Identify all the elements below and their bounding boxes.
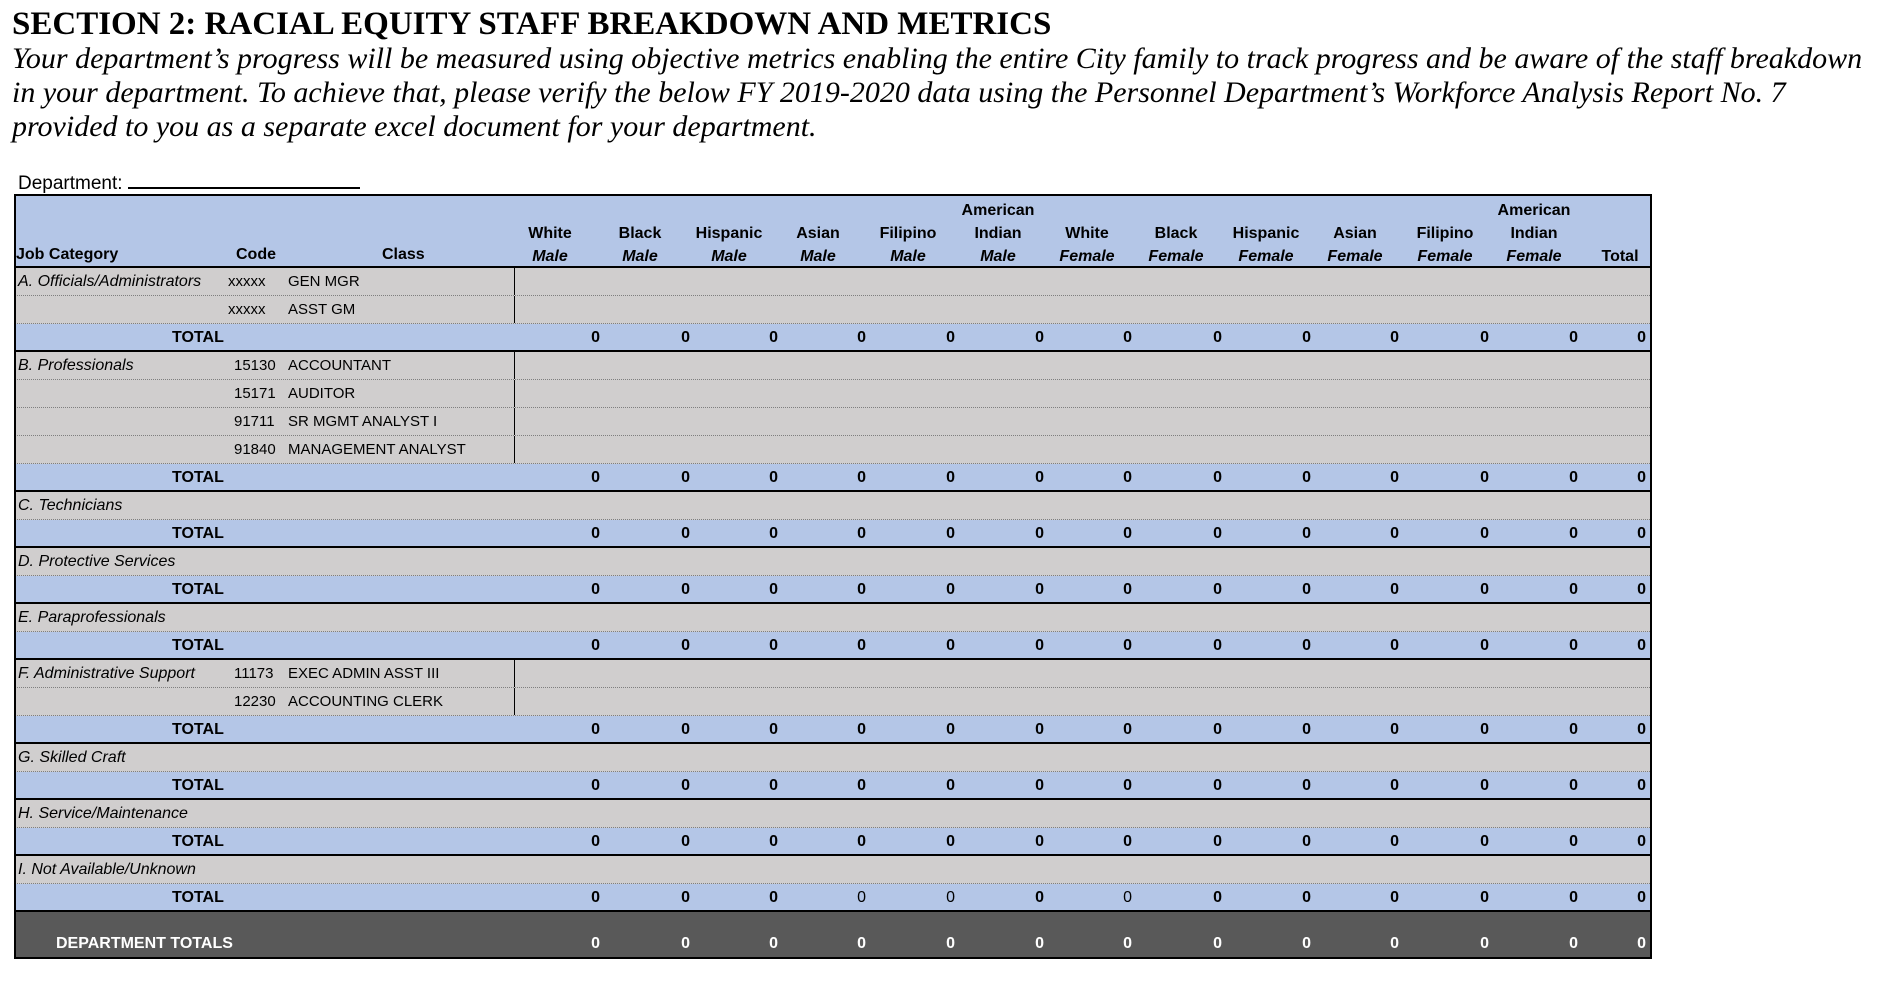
total-value[interactable]: 0 bbox=[1480, 833, 1489, 850]
total-value[interactable]: 0 bbox=[681, 721, 690, 738]
total-value[interactable]: 0 bbox=[1390, 777, 1399, 794]
column-divider bbox=[514, 380, 515, 407]
job-category-label: F. Administrative Support bbox=[18, 665, 195, 682]
total-value[interactable]: 0 bbox=[1637, 637, 1646, 654]
total-value[interactable]: 0 bbox=[1480, 889, 1489, 906]
total-value[interactable]: 0 bbox=[591, 833, 600, 850]
department-total-value[interactable]: 0 bbox=[1569, 935, 1578, 952]
total-value[interactable]: 0 bbox=[1302, 889, 1311, 906]
intro-paragraph: Your department’s progress will be measured using objective metrics enabling the entire City family to track progress and be aware of the staff breakdown in your department. To achieve that, please verify the below FY 2019-2020 data using the Personnel Department’s Workforce Analysis Report No. 7 provided to you as a separate excel document for your department. bbox=[12, 42, 1863, 143]
total-value[interactable]: 0 bbox=[1637, 469, 1646, 486]
total-value[interactable]: 0 bbox=[1390, 833, 1399, 850]
total-value[interactable]: 0 bbox=[1637, 329, 1646, 346]
total-value[interactable]: 0 bbox=[681, 329, 690, 346]
total-value[interactable]: 0 bbox=[681, 581, 690, 598]
total-value[interactable]: 0 bbox=[857, 581, 866, 598]
class-title: EXEC ADMIN ASST III bbox=[288, 665, 440, 682]
class-code: 91711 bbox=[234, 413, 275, 430]
column-name-line: Black bbox=[618, 225, 662, 242]
total-value[interactable]: 0 bbox=[1480, 329, 1489, 346]
column-gender: Male bbox=[890, 248, 926, 265]
total-value[interactable]: 0 bbox=[1302, 581, 1311, 598]
total-value[interactable]: 0 bbox=[1213, 889, 1222, 906]
category-total-row bbox=[14, 576, 1652, 604]
total-value[interactable]: 0 bbox=[769, 637, 778, 654]
total-value[interactable]: 0 bbox=[857, 525, 866, 542]
total-value[interactable]: 0 bbox=[681, 525, 690, 542]
department-blank-line[interactable] bbox=[128, 172, 360, 189]
department-total-value[interactable]: 0 bbox=[1302, 935, 1311, 952]
job-class-row bbox=[14, 268, 1652, 296]
total-value[interactable]: 0 bbox=[1390, 581, 1399, 598]
job-category-label: B. Professionals bbox=[18, 357, 134, 374]
total-value[interactable]: 0 bbox=[1637, 525, 1646, 542]
column-gender: Male bbox=[711, 248, 747, 265]
total-value[interactable]: 0 bbox=[1569, 637, 1578, 654]
column-name-line: Hispanic bbox=[1232, 225, 1300, 242]
total-value[interactable]: 0 bbox=[1480, 469, 1489, 486]
total-value[interactable]: 0 bbox=[946, 469, 955, 486]
column-header-1 bbox=[592, 222, 688, 268]
category-total-row bbox=[14, 324, 1652, 352]
total-value[interactable]: 0 bbox=[1213, 833, 1222, 850]
department-total-value[interactable]: 0 bbox=[857, 935, 866, 952]
total-value[interactable]: 0 bbox=[591, 329, 600, 346]
total-value[interactable]: 0 bbox=[1035, 777, 1044, 794]
total-value[interactable]: 0 bbox=[1302, 777, 1311, 794]
column-header-7 bbox=[1128, 222, 1224, 268]
code-header: Code bbox=[236, 246, 276, 263]
column-header-5 bbox=[950, 199, 1046, 268]
total-value[interactable]: 0 bbox=[1390, 469, 1399, 486]
department-totals-row bbox=[14, 912, 1652, 959]
department-total-value[interactable]: 0 bbox=[946, 935, 955, 952]
total-value[interactable]: 0 bbox=[1637, 777, 1646, 794]
total-value[interactable]: 0 bbox=[946, 889, 955, 906]
total-value[interactable]: 0 bbox=[1637, 721, 1646, 738]
department-total-value[interactable]: 0 bbox=[1213, 935, 1222, 952]
department-total-value[interactable]: 0 bbox=[769, 935, 778, 952]
class-code: 11173 bbox=[234, 665, 274, 682]
total-value[interactable]: 0 bbox=[1123, 581, 1132, 598]
total-value[interactable]: 0 bbox=[857, 833, 866, 850]
department-total-value[interactable]: 0 bbox=[1390, 935, 1399, 952]
job-class-row bbox=[14, 856, 1652, 884]
job-class-row bbox=[14, 492, 1652, 520]
total-value[interactable]: 0 bbox=[1480, 721, 1489, 738]
job-category-label: E. Paraprofessionals bbox=[18, 609, 166, 626]
total-value[interactable]: 0 bbox=[1637, 889, 1646, 906]
column-name-line: American bbox=[1497, 202, 1571, 219]
job-class-row bbox=[14, 660, 1652, 688]
total-value[interactable]: 0 bbox=[1035, 889, 1044, 906]
total-value[interactable]: 0 bbox=[1390, 329, 1399, 346]
column-gender: Female bbox=[1506, 248, 1562, 265]
total-value[interactable]: 0 bbox=[1123, 637, 1132, 654]
total-value[interactable]: 0 bbox=[1213, 777, 1222, 794]
total-value[interactable]: 0 bbox=[1390, 889, 1399, 906]
total-label: TOTAL bbox=[172, 637, 224, 654]
column-name-line: Asian bbox=[1333, 225, 1377, 242]
job-class-row bbox=[14, 408, 1652, 436]
total-value[interactable]: 0 bbox=[769, 525, 778, 542]
total-value[interactable]: 0 bbox=[1569, 525, 1578, 542]
total-value[interactable]: 0 bbox=[769, 469, 778, 486]
total-value[interactable]: 0 bbox=[1213, 721, 1222, 738]
column-header-0 bbox=[502, 222, 598, 268]
total-value[interactable]: 0 bbox=[769, 777, 778, 794]
category-total-row bbox=[14, 464, 1652, 492]
section-title: SECTION 2: RACIAL EQUITY STAFF BREAKDOWN AND METRICS bbox=[12, 6, 1052, 42]
total-value[interactable]: 0 bbox=[681, 637, 690, 654]
class-title: ACCOUNTANT bbox=[288, 357, 392, 374]
column-name-line: Indian bbox=[974, 225, 1022, 242]
total-label: TOTAL bbox=[172, 889, 224, 906]
class-code: 15130 bbox=[234, 357, 276, 374]
column-divider bbox=[514, 296, 515, 323]
total-value[interactable]: 0 bbox=[1035, 637, 1044, 654]
total-value[interactable]: 0 bbox=[591, 721, 600, 738]
column-divider bbox=[514, 408, 515, 435]
column-header-11 bbox=[1486, 199, 1582, 268]
category-total-row bbox=[14, 828, 1652, 856]
total-value[interactable]: 0 bbox=[1035, 469, 1044, 486]
total-value[interactable]: 0 bbox=[857, 777, 866, 794]
class-title: SR MGMT ANALYST I bbox=[288, 413, 438, 430]
column-header-3 bbox=[770, 222, 866, 268]
job-category-label: D. Protective Services bbox=[18, 553, 176, 570]
category-total-row bbox=[14, 772, 1652, 800]
total-value[interactable]: 0 bbox=[1302, 721, 1311, 738]
class-title: GEN MGR bbox=[288, 273, 360, 290]
category-total-row bbox=[14, 716, 1652, 744]
department-total-value[interactable]: 0 bbox=[1637, 935, 1646, 952]
column-name-line: Asian bbox=[796, 225, 840, 242]
total-value[interactable]: 0 bbox=[1569, 833, 1578, 850]
total-value[interactable]: 0 bbox=[1123, 721, 1132, 738]
class-code: 91840 bbox=[234, 441, 276, 458]
column-gender: Female bbox=[1238, 248, 1294, 265]
class-code: 12230 bbox=[234, 693, 276, 710]
column-header-10 bbox=[1397, 222, 1493, 268]
column-divider bbox=[514, 688, 515, 715]
category-total-row bbox=[14, 632, 1652, 660]
total-value[interactable]: 0 bbox=[1035, 833, 1044, 850]
total-label: TOTAL bbox=[172, 469, 224, 486]
column-name-line: Indian bbox=[1510, 225, 1558, 242]
job-class-row bbox=[14, 604, 1652, 632]
class-title: ACCOUNTING CLERK bbox=[288, 693, 444, 710]
total-value[interactable]: 0 bbox=[769, 581, 778, 598]
job-class-row bbox=[14, 296, 1652, 324]
total-value[interactable]: 0 bbox=[681, 833, 690, 850]
total-value[interactable]: 0 bbox=[1569, 581, 1578, 598]
total-value[interactable]: 0 bbox=[1637, 581, 1646, 598]
job-category-label: A. Officials/Administrators bbox=[18, 273, 202, 290]
total-value[interactable]: 0 bbox=[591, 525, 600, 542]
job-category-label: H. Service/Maintenance bbox=[18, 805, 188, 822]
department-total-value[interactable]: 0 bbox=[681, 935, 690, 952]
total-value[interactable]: 0 bbox=[946, 833, 955, 850]
class-title: MANAGEMENT ANALYST bbox=[288, 441, 466, 458]
total-value[interactable]: 0 bbox=[1569, 469, 1578, 486]
total-value[interactable]: 0 bbox=[1390, 721, 1399, 738]
job-category-label: G. Skilled Craft bbox=[18, 749, 126, 766]
class-title: AUDITOR bbox=[288, 385, 356, 402]
total-value[interactable]: 0 bbox=[857, 469, 866, 486]
class-code: 15171 bbox=[234, 385, 276, 402]
total-value[interactable]: 0 bbox=[1569, 777, 1578, 794]
job-category-header: Job Category bbox=[16, 246, 119, 263]
department-total-value[interactable]: 0 bbox=[591, 935, 600, 952]
total-label: TOTAL bbox=[172, 581, 224, 598]
category-total-row bbox=[14, 884, 1652, 912]
class-title: ASST GM bbox=[288, 301, 356, 318]
total-value[interactable]: 0 bbox=[591, 777, 600, 794]
column-name-line: Total bbox=[1601, 248, 1639, 265]
column-name-line: Hispanic bbox=[695, 225, 763, 242]
total-value[interactable]: 0 bbox=[1480, 637, 1489, 654]
total-label: TOTAL bbox=[172, 525, 224, 542]
total-value[interactable]: 0 bbox=[769, 329, 778, 346]
job-category-label: C. Technicians bbox=[18, 497, 123, 514]
total-value[interactable]: 0 bbox=[857, 329, 866, 346]
total-value[interactable]: 0 bbox=[1213, 329, 1222, 346]
total-value[interactable]: 0 bbox=[1569, 721, 1578, 738]
total-value[interactable]: 0 bbox=[946, 525, 955, 542]
column-name-line: American bbox=[961, 202, 1035, 219]
total-value[interactable]: 0 bbox=[769, 721, 778, 738]
column-header-12 bbox=[1572, 245, 1668, 268]
total-value[interactable]: 0 bbox=[1213, 637, 1222, 654]
column-gender: Male bbox=[532, 248, 568, 265]
department-total-value[interactable]: 0 bbox=[1035, 935, 1044, 952]
total-label: TOTAL bbox=[172, 833, 224, 850]
total-value[interactable]: 0 bbox=[1302, 637, 1311, 654]
total-value[interactable]: 0 bbox=[1035, 525, 1044, 542]
total-value[interactable]: 0 bbox=[1569, 329, 1578, 346]
class-code: xxxxx bbox=[228, 273, 266, 290]
job-class-row bbox=[14, 380, 1652, 408]
column-header-6 bbox=[1039, 222, 1135, 268]
total-value[interactable]: 0 bbox=[946, 329, 955, 346]
total-value[interactable]: 0 bbox=[591, 889, 600, 906]
total-value[interactable]: 0 bbox=[1480, 581, 1489, 598]
total-value[interactable]: 0 bbox=[591, 581, 600, 598]
column-header-8 bbox=[1218, 222, 1314, 268]
total-value[interactable]: 0 bbox=[1302, 329, 1311, 346]
total-value[interactable]: 0 bbox=[1213, 469, 1222, 486]
total-value[interactable]: 0 bbox=[681, 469, 690, 486]
total-value[interactable]: 0 bbox=[681, 889, 690, 906]
total-value[interactable]: 0 bbox=[1123, 833, 1132, 850]
column-gender: Male bbox=[800, 248, 836, 265]
column-divider bbox=[514, 660, 515, 687]
total-label: TOTAL bbox=[172, 721, 224, 738]
column-name-line: White bbox=[528, 225, 572, 242]
total-value[interactable]: 0 bbox=[857, 637, 866, 654]
job-class-row bbox=[14, 744, 1652, 772]
column-divider bbox=[514, 352, 515, 379]
total-value[interactable]: 0 bbox=[1480, 525, 1489, 542]
total-value[interactable]: 0 bbox=[1302, 469, 1311, 486]
total-value[interactable]: 0 bbox=[769, 833, 778, 850]
total-value[interactable]: 0 bbox=[1035, 329, 1044, 346]
total-value[interactable]: 0 bbox=[946, 721, 955, 738]
total-value[interactable]: 0 bbox=[681, 777, 690, 794]
total-value[interactable]: 0 bbox=[1390, 525, 1399, 542]
total-value[interactable]: 0 bbox=[1123, 525, 1132, 542]
column-name-line: Filipino bbox=[1416, 225, 1474, 242]
department-field[interactable] bbox=[18, 172, 360, 195]
department-total-value[interactable]: 0 bbox=[1480, 935, 1489, 952]
total-value[interactable]: 0 bbox=[1390, 637, 1399, 654]
total-value[interactable]: 0 bbox=[1123, 329, 1132, 346]
class-header: Class bbox=[382, 246, 425, 263]
department-totals-label: DEPARTMENT TOTALS bbox=[56, 935, 233, 952]
column-gender: Female bbox=[1327, 248, 1383, 265]
total-value[interactable]: 0 bbox=[1123, 889, 1132, 906]
total-value[interactable]: 0 bbox=[1213, 525, 1222, 542]
total-value[interactable]: 0 bbox=[1035, 581, 1044, 598]
total-value[interactable]: 0 bbox=[591, 469, 600, 486]
category-total-row bbox=[14, 520, 1652, 548]
column-header-9 bbox=[1307, 222, 1403, 268]
total-value[interactable]: 0 bbox=[857, 721, 866, 738]
total-value[interactable]: 0 bbox=[857, 889, 866, 906]
column-divider bbox=[514, 436, 515, 463]
total-value[interactable]: 0 bbox=[1123, 777, 1132, 794]
total-value[interactable]: 0 bbox=[946, 581, 955, 598]
table-header bbox=[14, 194, 1652, 268]
total-value[interactable]: 0 bbox=[946, 777, 955, 794]
job-class-row bbox=[14, 352, 1652, 380]
total-value[interactable]: 0 bbox=[591, 637, 600, 654]
total-label: TOTAL bbox=[172, 329, 224, 346]
total-value[interactable]: 0 bbox=[1569, 889, 1578, 906]
job-category-label: I. Not Available/Unknown bbox=[18, 861, 196, 878]
total-value[interactable]: 0 bbox=[1480, 777, 1489, 794]
column-name-line: Black bbox=[1154, 225, 1198, 242]
job-class-row bbox=[14, 688, 1652, 716]
total-value[interactable]: 0 bbox=[1302, 833, 1311, 850]
total-value[interactable]: 0 bbox=[946, 637, 955, 654]
department-label: Department: bbox=[18, 173, 123, 194]
job-class-row bbox=[14, 548, 1652, 576]
department-total-value[interactable]: 0 bbox=[1123, 935, 1132, 952]
column-name-line: White bbox=[1065, 225, 1109, 242]
job-class-row bbox=[14, 436, 1652, 464]
column-header-4 bbox=[860, 222, 956, 268]
total-value[interactable]: 0 bbox=[1213, 581, 1222, 598]
column-divider bbox=[514, 268, 515, 295]
total-value[interactable]: 0 bbox=[1637, 833, 1646, 850]
job-class-row bbox=[14, 800, 1652, 828]
total-value[interactable]: 0 bbox=[769, 889, 778, 906]
class-code: xxxxx bbox=[228, 301, 266, 318]
total-value[interactable]: 0 bbox=[1123, 469, 1132, 486]
column-gender: Male bbox=[980, 248, 1016, 265]
column-gender: Female bbox=[1059, 248, 1115, 265]
total-value[interactable]: 0 bbox=[1035, 721, 1044, 738]
column-gender: Male bbox=[622, 248, 658, 265]
column-gender: Female bbox=[1417, 248, 1473, 265]
total-value[interactable]: 0 bbox=[1302, 525, 1311, 542]
column-header-2 bbox=[681, 222, 777, 268]
total-label: TOTAL bbox=[172, 777, 224, 794]
column-gender: Female bbox=[1148, 248, 1204, 265]
column-name-line: Filipino bbox=[879, 225, 937, 242]
